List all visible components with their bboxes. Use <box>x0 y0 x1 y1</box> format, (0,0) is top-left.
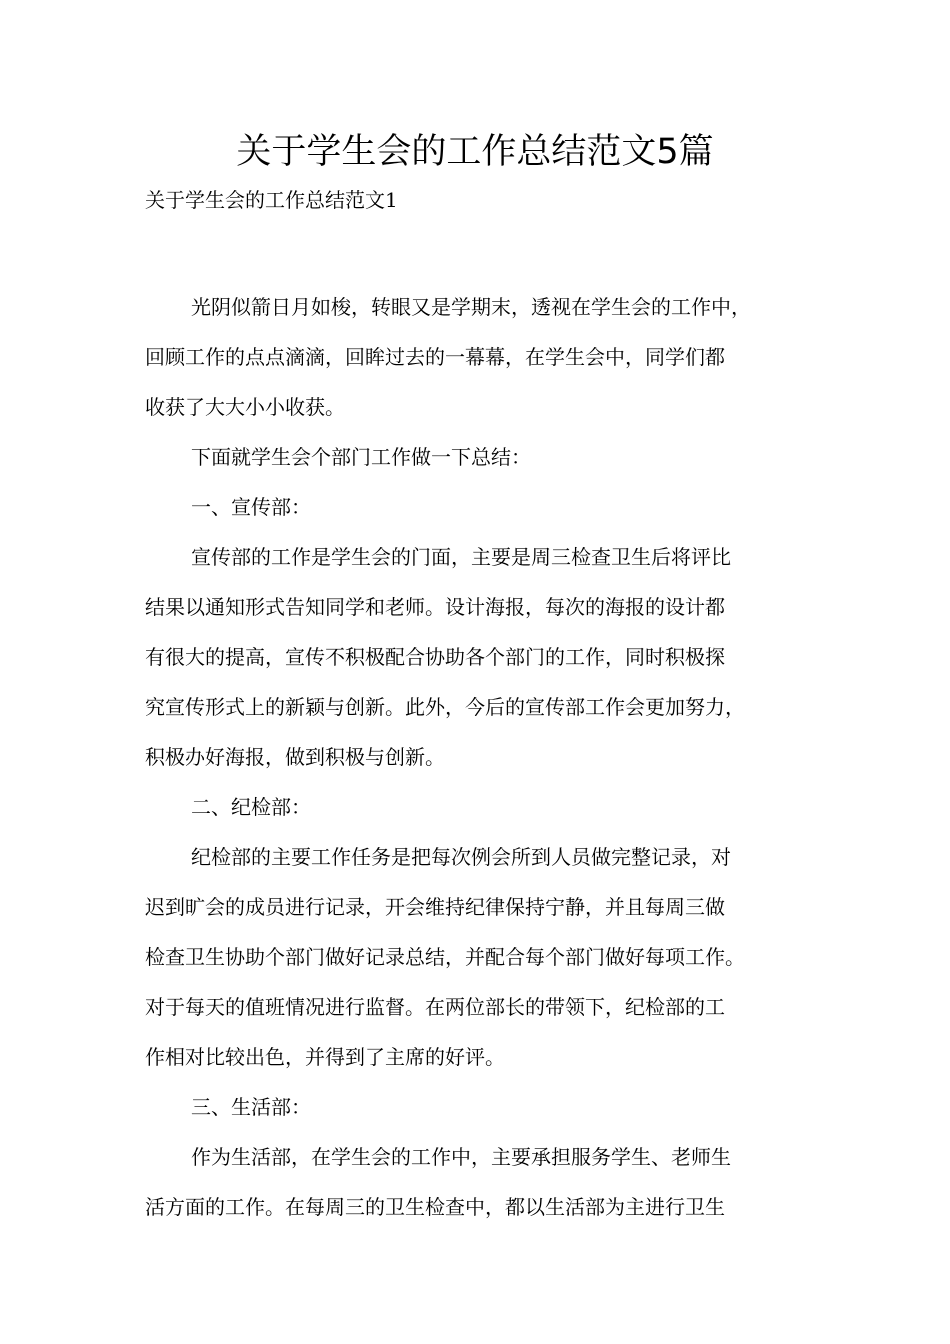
paragraph <box>145 282 825 432</box>
text-line: 二、纪检部： <box>191 795 311 819</box>
document-title: 关于学生会的工作总结范文5篇 <box>236 132 714 172</box>
text-line: 作相对比较出色，并得到了主席的好评。 <box>145 1045 505 1069</box>
section-heading-propaganda <box>145 482 825 532</box>
paragraph <box>145 432 825 482</box>
text-line: 结果以通知形式告知同学和老师。设计海报，每次的海报的设计都 <box>145 595 725 619</box>
text-line: 作为生活部，在学生会的工作中，主要承担服务学生、老师生 <box>191 1145 731 1169</box>
paragraph <box>145 832 825 1082</box>
text-line: 收获了大大小小收获。 <box>145 395 345 419</box>
text-line: 活方面的工作。在每周三的卫生检查中，都以生活部为主进行卫生 <box>145 1195 725 1219</box>
text-line: 迟到旷会的成员进行记录，开会维持纪律保持宁静，并且每周三做 <box>145 895 725 919</box>
paragraph <box>145 532 825 782</box>
paragraph <box>145 1132 825 1232</box>
text-line: 宣传部的工作是学生会的门面，主要是周三检查卫生后将评比 <box>191 545 731 569</box>
document-body <box>145 282 825 1232</box>
text-line: 对于每天的值班情况进行监督。在两位部长的带领下，纪检部的工 <box>145 995 725 1019</box>
text-line: 检查卫生协助个部门做好记录总结，并配合每个部门做好每项工作。 <box>145 945 745 969</box>
text-line: 纪检部的主要工作任务是把每次例会所到人员做完整记录，对 <box>191 845 731 869</box>
text-line: 有很大的提高，宣传不积极配合协助各个部门的工作，同时积极探 <box>145 645 725 669</box>
text-line: 积极办好海报，做到积极与创新。 <box>145 745 445 769</box>
section-heading-life <box>145 1082 825 1132</box>
section-heading-discipline <box>145 782 825 832</box>
text-line: 一、宣传部： <box>191 495 311 519</box>
text-line: 光阴似箭日月如梭，转眼又是学期末，透视在学生会的工作中， <box>191 295 751 319</box>
text-line: 回顾工作的点点滴滴，回眸过去的一幕幕，在学生会中，同学们都 <box>145 345 725 369</box>
text-line: 究宣传形式上的新颖与创新。此外，今后的宣传部工作会更加努力， <box>145 695 745 719</box>
text-line: 三、生活部： <box>191 1095 311 1119</box>
document-subtitle: 关于学生会的工作总结范文1 <box>145 188 398 212</box>
text-line: 下面就学生会个部门工作做一下总结： <box>191 445 531 469</box>
